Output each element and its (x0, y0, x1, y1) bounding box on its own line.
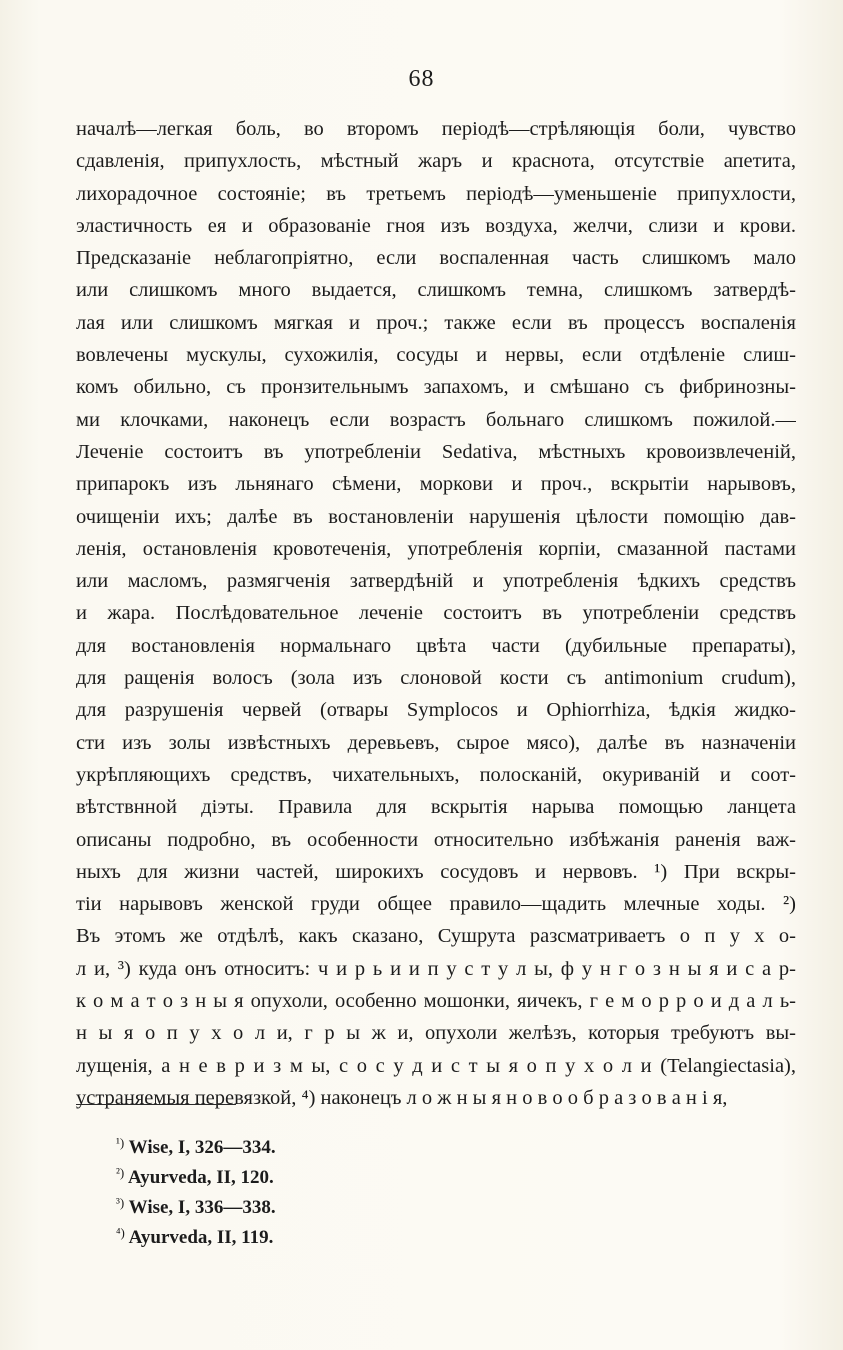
text-line: укрѣпляющихъ средствъ, чихательныхъ, полосканій, окуриваній и соот- (76, 763, 796, 786)
text-line: тіи нарывовъ женской груди общее правило—щадить млечные ходы. ²) (76, 893, 796, 916)
text-line: сти изъ золы извѣстныхъ деревьевъ, сырое мясо), далѣе въ назначеніи (76, 731, 796, 754)
text-line: ныхъ для жизни частей, широкихъ сосудовъ и нервовъ. ¹) При вскры- (76, 860, 796, 883)
footnote-divider (76, 1104, 236, 1105)
text-line: очищеніи ихъ; далѣе въ востановленіи нарушенія цѣлости помощію дав- (76, 505, 796, 528)
footnote-marker: ¹) (116, 1135, 125, 1150)
text-line: Леченіе состоитъ въ употребленіи Sedativa, мѣстныхъ кровоизвлеченій, (76, 440, 796, 463)
footnote-marker: ⁴) (116, 1225, 125, 1240)
text-line: лихорадочное состояніе; въ третьемъ періодѣ—уменьшеніе припухлости, (76, 182, 796, 205)
footnote-text: Wise, I, 336—338. (128, 1197, 276, 1218)
text-line: л и, ³) куда онъ относитъ: ч и р ь и и п у с т у л ы, ф у н г о з н ы я и с а р- (76, 957, 796, 980)
text-line: припарокъ изъ льнянаго сѣмени, моркови и проч., вскрытіи нарывовъ, (76, 473, 796, 496)
text-line: комъ обильно, съ пронзительнымъ запахомъ, и смѣшано съ фибринозны- (76, 376, 796, 399)
footnotes (116, 1128, 516, 1248)
text-line: Въ этомъ же отдѣлѣ, какъ сказано, Сушрута разсматриваетъ о п у х о- (76, 925, 796, 948)
footnote-text: Ayurveda, II, 120. (127, 1167, 274, 1188)
text-line: лая или слишкомъ мягкая и проч.; также если въ процессъ воспаленія (76, 311, 796, 334)
text-line: устраняемыя перевязкой, ⁴) наконецъ л о ж н ы я н о в о о б р а з о в а н і я, (76, 1086, 728, 1109)
text-line: вѣтствнной діэты. Правила для вскрытія нарыва помощью ланцета (76, 796, 796, 819)
text-line: или слишкомъ много выдается, слишкомъ темна, слишкомъ затвердѣ- (76, 279, 796, 302)
text-line: вовлечены мускулы, сухожилія, сосуды и нервы, если отдѣленіе слиш- (76, 344, 796, 367)
text-line: ми клочками, наконецъ если возрастъ больнаго слишкомъ пожилой.— (76, 408, 796, 431)
footnote (116, 1188, 516, 1218)
text-line: лущенія, а н е в р и з м ы, с о с у д и с т ы я о п у х о л и (Telangiectasia), (76, 1054, 796, 1077)
page-number: 68 (408, 66, 435, 92)
body-text (76, 113, 796, 1114)
footnote-text: Wise, I, 326—334. (128, 1137, 276, 1158)
text-line: и жара. Послѣдовательное леченіе состоитъ въ употребленіи средствъ (76, 602, 796, 625)
footnote (116, 1128, 516, 1158)
text-line: для разрушенія червей (отвары Symplocos и Ophiorrhiza, ѣдкія жидко- (76, 699, 796, 722)
footnote (116, 1218, 516, 1248)
text-line: к о м а т о з н ы я опухоли, особенно мошонки, яичекъ, г е м о р р о и д а л ь- (76, 990, 796, 1013)
text-line: Предсказаніе неблагопріятно, если воспаленная часть слишкомъ мало (76, 247, 796, 270)
footnote (116, 1158, 516, 1188)
text-line: или масломъ, размягченія затвердѣній и употребленія ѣдкихъ средствъ (76, 570, 796, 593)
text-line: для востановленія нормальнаго цвѣта части (дубильные препараты), (76, 634, 796, 657)
text-line: н ы я о п у х о л и, г р ы ж и, опухоли желѣзъ, которыя требуютъ вы- (76, 1022, 796, 1045)
text-line: описаны подробно, въ особенности относительно избѣжанія раненія важ- (76, 828, 796, 851)
footnote-marker: ³) (116, 1195, 125, 1210)
text-line: началѣ—легкая боль, во второмъ періодѣ—стрѣляющія боли, чувство (76, 118, 796, 140)
text-line: эластичность ея и образованіе гноя изъ воздуха, желчи, слизи и крови. (76, 214, 796, 237)
footnote-text: Ayurveda, II, 119. (128, 1227, 274, 1248)
text-line: для ращенія волосъ (зола изъ слоновой кости съ antimonium crudum), (76, 667, 796, 690)
text-line: сдавленія, припухлость, мѣстный жаръ и краснота, отсутствіе апетита, (76, 150, 796, 173)
text-line: ленія, остановленія кровотеченія, употребленія корпіи, смазанной пастами (76, 537, 796, 560)
footnote-marker: ²) (116, 1165, 125, 1180)
